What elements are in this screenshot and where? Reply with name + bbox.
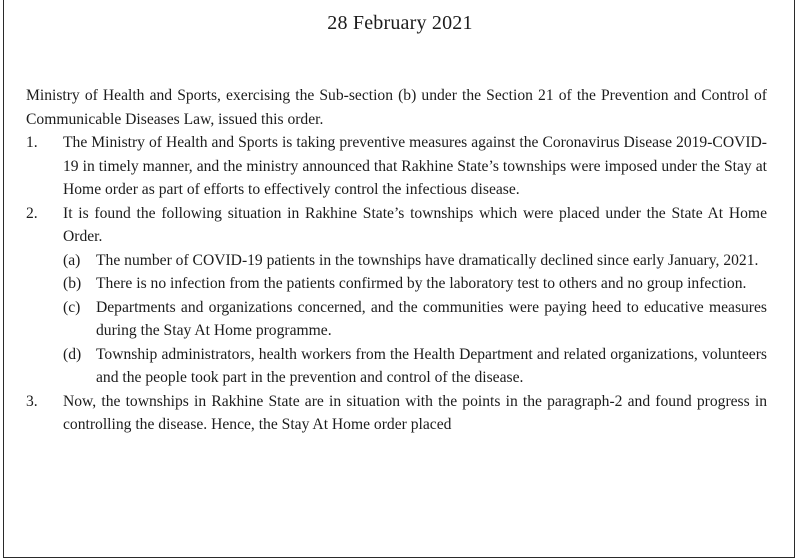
subitem-a bbox=[63, 249, 767, 273]
subitem-text: There is no infection from the patients confirmed by the laboratory test to others and no group infection. bbox=[96, 275, 747, 292]
document-body bbox=[26, 84, 767, 437]
subitem-label: (d) bbox=[63, 345, 82, 363]
subitem-text: The number of COVID-19 patients in the townships have dramatically declined since early January, 2021. bbox=[96, 251, 759, 269]
subitem-text: Township administrators, health workers from the Health Department and related organizations, volunteers and the people took part in the prevention and control of the disease. bbox=[96, 345, 767, 386]
subitem-label: (b) bbox=[63, 275, 82, 292]
item-number: 1. bbox=[26, 134, 38, 151]
item-text: It is found the following situation in Rakhine State’s townships which were placed under the State At Home Order. bbox=[63, 204, 767, 245]
subitem-text: Departments and organizations concerned, and the communities were paying heed to educative measures during the Stay At Home programme. bbox=[96, 298, 767, 339]
order-item-3 bbox=[26, 390, 767, 437]
item-number: 2. bbox=[26, 204, 38, 222]
subitem-label: (a) bbox=[63, 251, 81, 269]
subitem-b bbox=[63, 272, 767, 296]
subitem-d bbox=[63, 343, 767, 390]
order-item-2 bbox=[26, 202, 767, 390]
subitem-label: (c) bbox=[63, 298, 81, 316]
item-text: Now, the townships in Rakhine State are in situation with the points in the paragraph-2 and found progress in controlling the disease. Hence, the Stay At Home order placed bbox=[63, 392, 767, 433]
subitem-c bbox=[63, 296, 767, 343]
intro-paragraph: Ministry of Health and Sports, exercising the Sub-section (b) under the Section 21 of the Prevention and Control of Communicable Diseases Law, issued this order. bbox=[26, 87, 767, 128]
item-text: The Ministry of Health and Sports is taking preventive measures against the Coronavirus Disease 2019-COVID-19 in timely manner, and the ministry announced that Rakhine State’s townships were imposed under the Stay at Home order as part of efforts to effectively control the infectious disease. bbox=[63, 134, 767, 198]
document-date: 28 February 2021 bbox=[327, 12, 473, 34]
item-number: 3. bbox=[26, 392, 38, 410]
order-item-1 bbox=[26, 131, 767, 202]
